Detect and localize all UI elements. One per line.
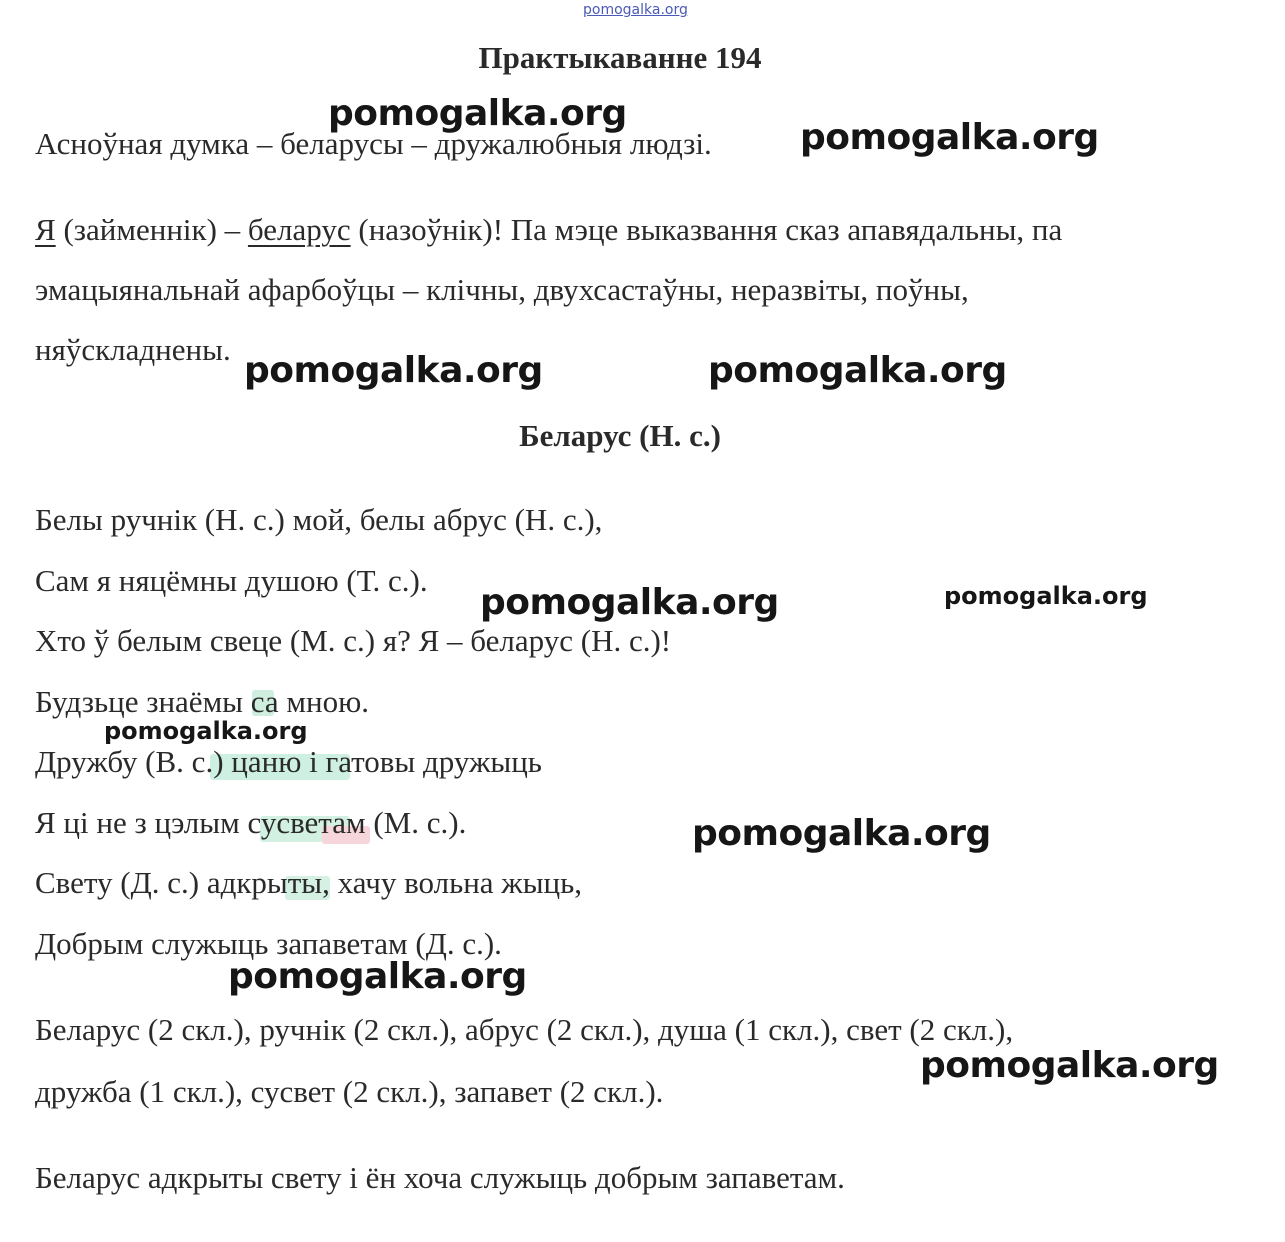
- watermark: pomogalka.org: [244, 350, 543, 391]
- poem-line: Свету (Д. с.) адкрыты, хачу вольна жыць,: [35, 865, 583, 900]
- analysis-text: (назоўнік)! Па мэце выказвання сказ апавядальны, па: [350, 212, 1063, 247]
- underlined-word: беларус: [247, 212, 351, 247]
- declension-line: дружба (1 скл.), сусвет (2 скл.), запавет (2 скл.).: [35, 1074, 664, 1109]
- conclusion: Беларус адкрыты свету і ён хоча служыць добрым запаветам.: [35, 1160, 845, 1195]
- poem-line: Белы ручнік (Н. с.) мой, белы абрус (Н. с.),: [35, 502, 603, 537]
- watermark: pomogalka.org: [480, 582, 779, 623]
- poem-line: Сам я няцёмны душою (Т. с.).: [35, 563, 428, 598]
- watermark: pomogalka.org: [228, 956, 527, 997]
- poem-title: Беларус (Н. с.): [519, 418, 721, 453]
- poem-line: Добрым служыць запаветам (Д. с.).: [35, 926, 502, 961]
- header-link[interactable]: pomogalka.org: [583, 2, 688, 18]
- word-note: (займеннік) –: [55, 212, 248, 247]
- poem-line: Будзьце знаёмы са мною.: [35, 684, 370, 719]
- analysis-line-1: [35, 212, 1062, 248]
- poem-line: Хто ў белым свеце (М. с.) я? Я – беларус (Н. с.)!: [35, 623, 672, 658]
- watermark: pomogalka.org: [692, 813, 991, 854]
- page-title: Практыкаванне 194: [478, 40, 762, 75]
- analysis-line-3: няўскладнены.: [35, 332, 231, 367]
- watermark: pomogalka.org: [328, 93, 627, 134]
- analysis-line-2: эмацыянальнай афарбоўцы – клічны, двухсастаўны, неразвіты, поўны,: [35, 272, 969, 307]
- watermark: pomogalka.org: [944, 582, 1148, 610]
- watermark: pomogalka.org: [920, 1045, 1219, 1086]
- watermark: pomogalka.org: [104, 717, 308, 745]
- underlined-word: Я: [35, 212, 56, 247]
- watermark: pomogalka.org: [708, 350, 1007, 391]
- declension-line: Беларус (2 скл.), ручнік (2 скл.), абрус (2 скл.), душа (1 скл.), свет (2 скл.),: [35, 1012, 1014, 1047]
- watermark: pomogalka.org: [800, 117, 1099, 158]
- poem-line: Дружбу (В. с.) цаню і гатовы дружыць: [35, 744, 542, 779]
- poem-line: Я ці не з цэлым сусветам (М. с.).: [35, 805, 467, 840]
- main-idea: Асноўная думка – беларусы – дружалюбныя людзі.: [35, 126, 712, 161]
